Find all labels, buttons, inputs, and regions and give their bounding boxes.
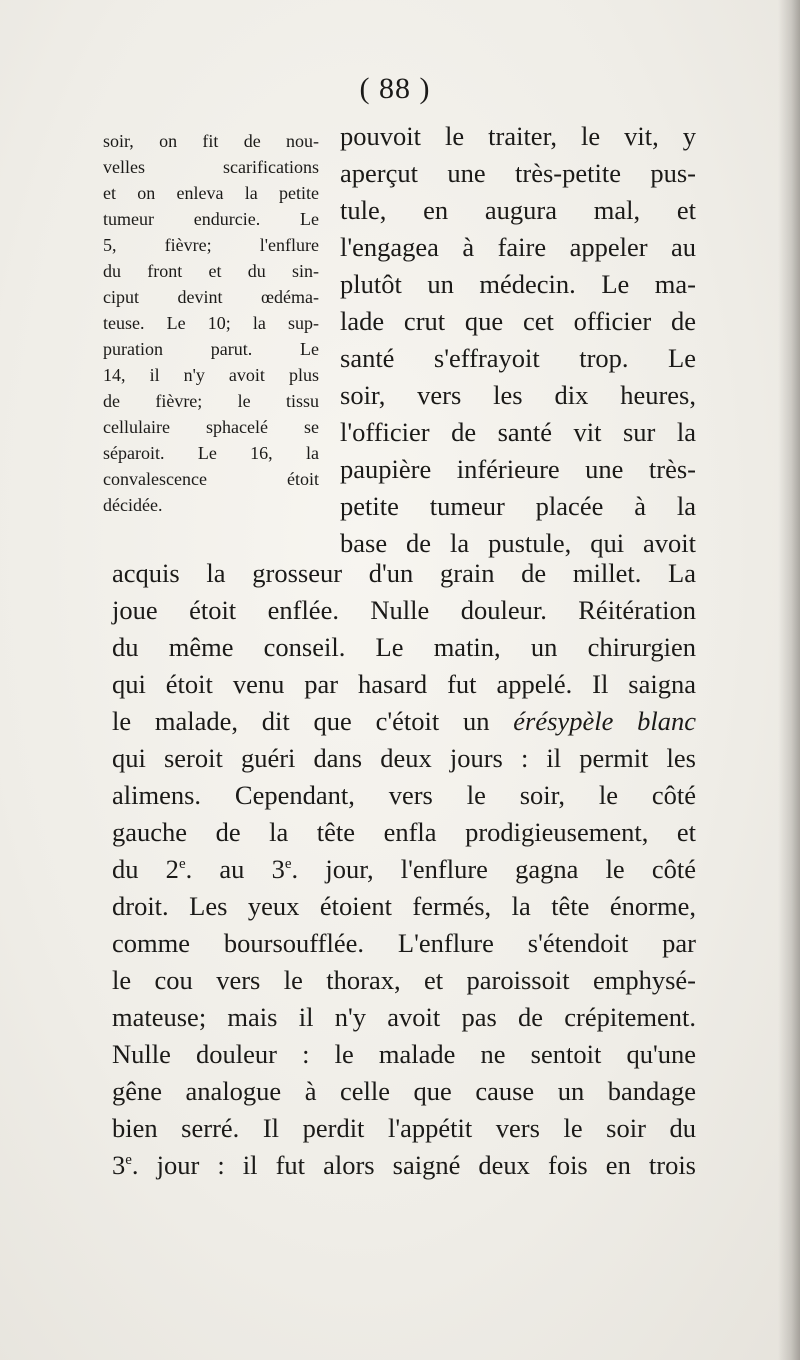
side-note-line: ciput devint œdéma-	[103, 287, 319, 307]
text-line: pouvoit le traiter, le vit, y	[340, 121, 696, 151]
side-note-line: et on enleva la petite	[103, 183, 319, 203]
text-line: comme boursoufflée. L'enflure s'étendoit par	[112, 928, 696, 958]
text-line: mateuse; mais il n'y avoit pas de crépitement.	[112, 1002, 696, 1032]
text-line: le cou vers le thorax, et paroissoit emphysé-	[112, 965, 696, 995]
side-note-line: teuse. Le 10; la sup-	[103, 313, 319, 333]
text-line: du même conseil. Le matin, un chirurgien	[112, 632, 696, 662]
text-segment: du 2	[112, 854, 179, 884]
italic-term: érésypèle blanc	[513, 706, 696, 736]
text-line: lade crut que cet officier de	[340, 306, 696, 336]
text-line: qui seroit guéri dans deux jours : il permit les	[112, 743, 696, 773]
side-note-line: séparoit. Le 16, la	[103, 443, 319, 463]
text-line: plutôt un médecin. Le ma-	[340, 269, 696, 299]
side-note-line: du front et du sin-	[103, 261, 319, 281]
side-note-line: convalescence étoit	[103, 469, 319, 489]
text-line: qui étoit venu par hasard fut appelé. Il saigna	[112, 669, 696, 699]
text-line: acquis la grosseur d'un grain de millet. La	[112, 558, 696, 588]
right-column-text	[340, 118, 696, 562]
ordinal-suffix: e	[125, 1152, 132, 1169]
text-line: tule, en augura mal, et	[340, 195, 696, 225]
side-note-line: 14, il n'y avoit plus	[103, 365, 319, 385]
text-line: santé s'effrayoit trop. Le	[340, 343, 696, 373]
text-line: soir, vers les dix heures,	[340, 380, 696, 410]
side-note-line: velles scarifications	[103, 157, 319, 177]
text-line: Nulle douleur : le malade ne sentoit qu'une	[112, 1039, 696, 1069]
text-line-with-ordinals	[112, 851, 696, 888]
text-line: petite tumeur placée à la	[340, 491, 696, 521]
side-note-line: puration parut. Le	[103, 339, 319, 359]
text-segment: 3	[112, 1150, 126, 1180]
text-line-with-italic	[112, 703, 696, 740]
page-edge-shadow	[778, 0, 800, 1360]
page-number: ( 88 )	[359, 72, 431, 105]
text-segment: . au 3	[185, 854, 285, 884]
text-line: base de la pustule, qui avoit	[340, 528, 696, 558]
side-note-line: décidée.	[103, 495, 163, 515]
text-line: gêne analogue à celle que cause un bandage	[112, 1076, 696, 1106]
text-segment: . jour, l'enflure gagna le côté	[291, 854, 697, 884]
text-line: bien serré. Il perdit l'appétit vers le soir du	[112, 1113, 696, 1143]
side-note	[103, 128, 319, 518]
side-note-line: tumeur endurcie. Le	[103, 209, 319, 229]
text-segment: le malade, dit que c'étoit un	[112, 706, 514, 736]
text-line: joue étoit enflée. Nulle douleur. Réitération	[112, 595, 696, 625]
text-line: paupière inférieure une très-	[340, 454, 696, 484]
side-note-line: soir, on fit de nou-	[103, 131, 319, 151]
ordinal-suffix: e	[284, 856, 292, 873]
text-line-with-ordinals	[112, 1147, 696, 1184]
text-line: aperçut une très-petite pus-	[340, 158, 696, 188]
text-line: l'officier de santé vit sur la	[340, 417, 696, 447]
ordinal-suffix: e	[178, 856, 186, 873]
side-note-line: cellulaire sphacelé se	[103, 417, 319, 437]
body-text	[112, 555, 696, 1184]
text-line: gauche de la tête enfla prodigieusement, et	[112, 817, 696, 847]
side-note-line: 5, fièvre; l'enflure	[103, 235, 319, 255]
text-line: l'engagea à faire appeler au	[340, 232, 696, 262]
side-note-line: de fièvre; le tissu	[103, 391, 319, 411]
text-line: droit. Les yeux étoient fermés, la tête énorme,	[112, 891, 696, 921]
text-line: alimens. Cependant, vers le soir, le côté	[112, 780, 696, 810]
text-segment: . jour : il fut alors saigné deux fois en trois	[131, 1150, 696, 1180]
